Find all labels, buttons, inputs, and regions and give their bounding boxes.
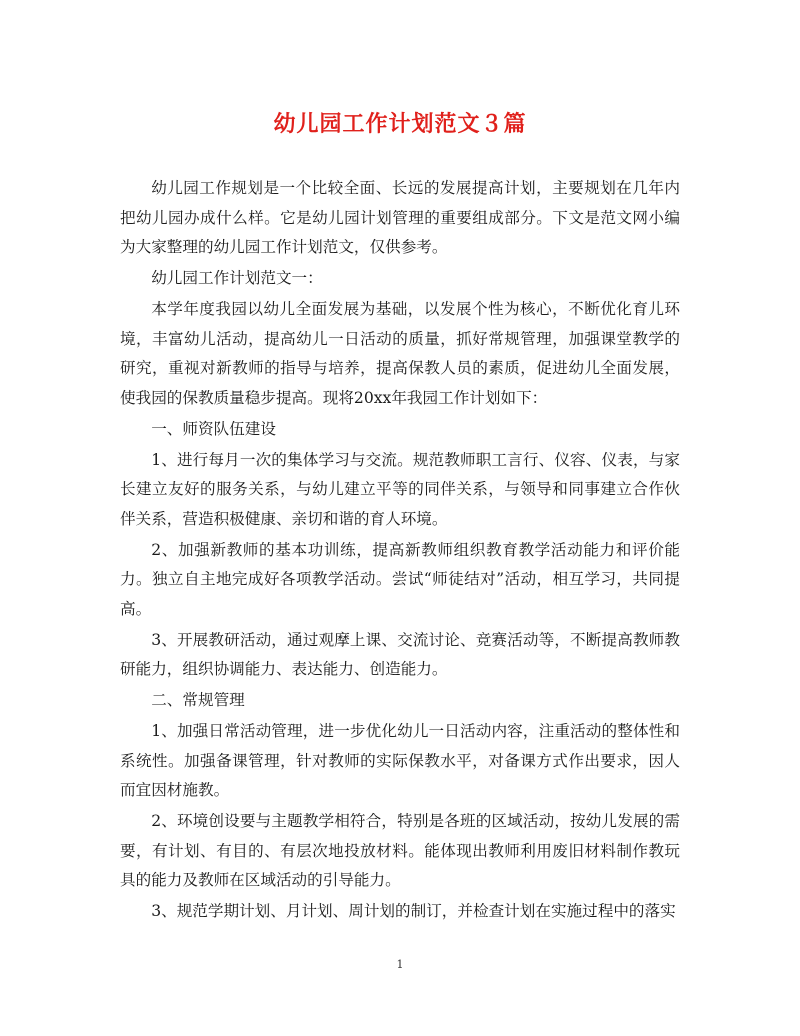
document-title: 幼儿园工作计划范文３篇: [273, 111, 527, 137]
paragraph-item: 1、加强日常活动管理，进一步优化幼儿一日活动内容，注重活动的整体性和系统性。加强备课管理，针对教师的实际保教水平，对备课方式作出要求，因人而宜因材施教。: [120, 722, 680, 799]
paragraph-item: 2、环境创设要与主题教学相符合，特别是各班的区域活动，按幼儿发展的需要，有计划、有目的、有层次地投放材料。能体现出教师利用废旧材料制作教玩具的能力及教师在区域活动的引导能力。: [120, 812, 680, 889]
paragraph-section-heading-1: 幼儿园工作计划范文一：: [151, 269, 323, 287]
document-body: [120, 174, 680, 927]
paragraph-item: 2、加强新教师的基本功训练，提高新教师组织教育教学活动能力和评价能力。独立自主地完成好各项教学活动。尝试“师徒结对”活动，相互学习，共同提高。: [120, 540, 680, 618]
paragraph-heading-routine: 二、常规管理: [151, 691, 245, 709]
paragraph-heading-teachers: 一、师资队伍建设: [151, 419, 276, 438]
paragraph-item: 1、进行每月一次的集体学习与交流。规范教师职工言行、仪容、仪表，与家长建立友好的服务关系，与幼儿建立平等的同伴关系，与领导和同事建立合作伙伴关系，营造积极健康、亲切和谐的育人环境。: [120, 450, 680, 528]
paragraph-item: 3、规范学期计划、月计划、周计划的制订，并检查计划在实施过程中的落实: [151, 902, 676, 920]
paragraph-intro: 幼儿园工作规划是一个比较全面、长远的发展提高计划，主要规划在几年内把幼儿园办成什么样。它是幼儿园计划管理的重要组成部分。下文是范文网小编为大家整理的幼儿园工作计划范文，仅供参考。: [120, 179, 680, 256]
paragraph-item: 3、开展教研活动，通过观摩上课、交流讨论、竞赛活动等，不断提高教师教研能力，组织协调能力、表达能力、创造能力。: [120, 630, 680, 678]
paragraph-overview: 本学年度我园以幼儿全面发展为基础，以发展个性为核心，不断优化育儿环境，丰富幼儿活动，提高幼儿一日活动的质量，抓好常规管理，加强课堂教学的研究，重视对新教师的指导与培养，提高保教人员的素质，促进幼儿全面发展，使我园的保教质量稳步提高。现将20xx年我园工作计划如下：: [120, 300, 680, 407]
page-number: 1: [396, 958, 404, 971]
